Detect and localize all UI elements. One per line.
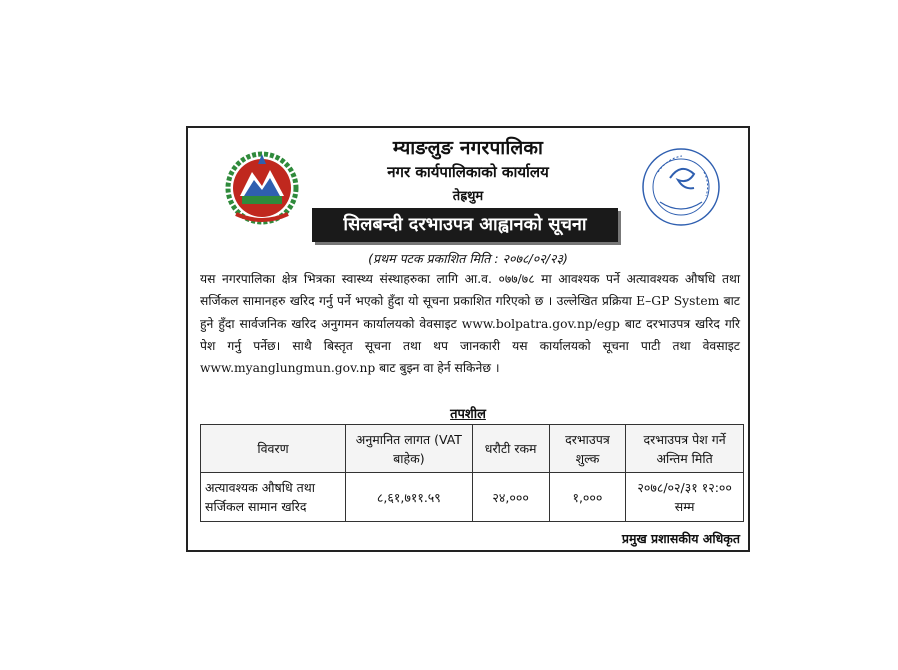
notice-heading: सिलबन्दी दरभाउपत्र आह्वानको सूचना <box>312 208 618 242</box>
header-deposit: धरौटी रकम <box>472 425 549 473</box>
cell-estimated-cost: ८,६१,७११.५९ <box>346 473 473 522</box>
district-name: तेह्रथुम <box>452 189 484 204</box>
organization-name: म्याङलुङ नगरपालिका <box>392 137 544 159</box>
notice-body: यस नगरपालिका क्षेत्र भित्रका स्वास्थ्य संस्थाहरुका लागि आ.व. ०७७/७८ मा आवश्यक पर्ने अत्यावश्यक औषधि तथा सर्जिकल सामानहरु खरिद गर्नु पर्ने भएको हुँदा यो सूचना प्रकाशित गरिएको छ । उल्लेखित प्रक्रिया E–GP System बाट हुने हुँदा सार्वजनिक खरिद अनुगमन कार्यालयको वेवसाइट www.bolpatra.gov.np/egp बाट दरभाउपत्र खरिद गरि पेश गर्नु पर्नेछ। साथै बिस्तृत सूचना तथा थप जानकारी यस कार्यालयको सूचना पाटी तथा वेवसाइट www.myanglungmun.gov.np बाट बुझ्न वा हेर्न सकिनेछ । <box>200 272 740 376</box>
header-deadline: दरभाउपत्र पेश गर्ने अन्तिम मिति <box>626 425 744 473</box>
details-title: तपशील <box>450 407 486 422</box>
table-row <box>201 473 744 522</box>
publication-date: (प्रथम पटक प्रकाशित मिति : २०७८/०२/२३) <box>368 251 568 266</box>
table-header-row <box>201 425 744 473</box>
cell-deposit: २४,००० <box>472 473 549 522</box>
cell-bid-fee: १,००० <box>549 473 626 522</box>
public-notice <box>186 126 750 552</box>
header-bid-fee: दरभाउपत्र शुल्क <box>549 425 626 473</box>
header-description: विवरण <box>201 425 346 473</box>
office-name: नगर कार्यपालिकाको कार्यालय <box>387 163 549 181</box>
cell-deadline: २०७८/०२/३१ १२:०० सम्म <box>626 473 744 522</box>
cell-description: अत्यावश्यक औषधि तथा सर्जिकल सामान खरिद <box>201 473 346 522</box>
header-estimated-cost: अनुमानित लागत (VAT बाहेक) <box>346 425 473 473</box>
details-table <box>200 424 744 522</box>
signatory-title: प्रमुख प्रशासकीय अधिकृत <box>621 531 740 546</box>
